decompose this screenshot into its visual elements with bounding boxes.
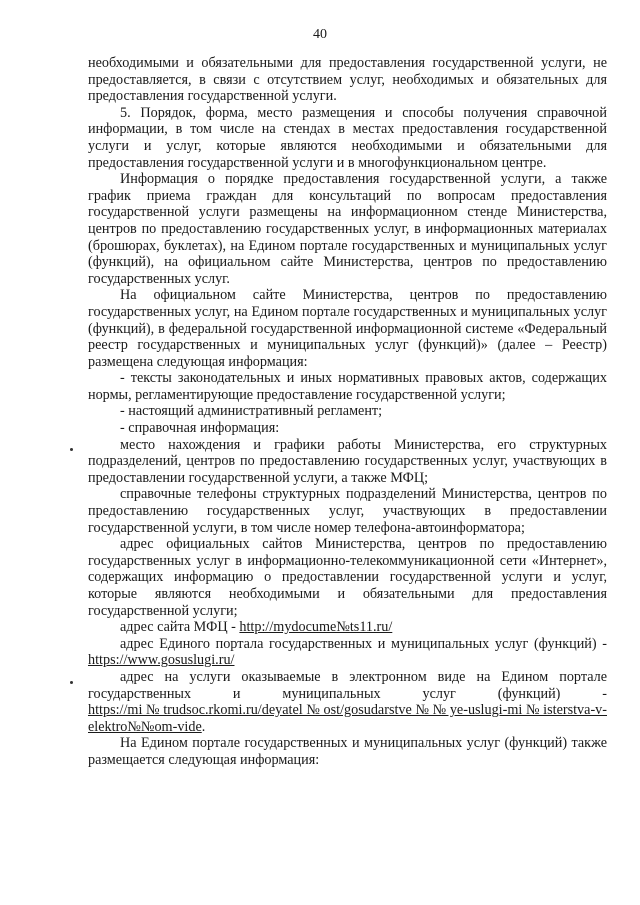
paragraph-continuation: необходимыми и обязательными для предоставления государственной услуги, не предоставляется, в связи с отсутствием услуг, необходимых и обязательных для предоставления государственной услуги. [88,55,607,105]
page-number: 40 [313,27,327,42]
electronic-services-link[interactable]: https://mi№trudsoc.rkomi.ru/deyatel№ost/gosudarstve№№ye-uslugi-mi№isterstva-v-elektro№№om-vide [88,702,607,735]
list-item-regulation: - настоящий административный регламент; [120,403,383,420]
paragraph-section-5: 5. Порядок, форма, место размещения и способы получения справочной информации, в том числе на стендах в местах предоставления государственной услуги и услуг, которые являются необходимыми и обязательными для предоставления государственной услуги и в многофункциональном центре. [88,104,607,171]
paragraph-gosuslugi [88,636,607,669]
gosuslugi-link[interactable]: https://www.gosuslugi.ru/ [88,652,235,669]
paragraph-location-schedule: место нахождения и графики работы Министерства, его структурных подразделений, центров по предоставлению государственных услуг, участвующих в предоставлении государственной услуги, а также МФЦ; [88,436,607,486]
list-item-legal-acts: - тексты законодательных и иных нормативных правовых актов, содержащих нормы, регламентирующие предоставление государственной услуги; [88,370,607,403]
list-item-reference-info: - справочная информация: [120,420,280,437]
mfc-site-label: адрес сайта МФЦ - [120,619,240,636]
scan-mark [70,681,73,684]
electronic-services-label: адрес на услуги оказываемые в электронном виде на Едином портале государственных и муниципальных услуг (функций) - [88,668,607,702]
paragraph-phones: справочные телефоны структурных подразделений Министерства, центров по предоставлению государственных услуг, участвующих в предоставлении государственной услуги, в том числе номер телефона-автоинформатора; [88,486,607,536]
mfc-site-link[interactable]: http://mydocume№ts11.ru/ [239,619,393,636]
gosuslugi-label: адрес Единого портала государственных и муниципальных услуг (функций) - [120,635,607,652]
paragraph-websites: адрес официальных сайтов Министерства, центров по предоставлению государственных услуг в информационно-телекоммуникационной сети «Интернет», содержащих информацию о предоставлении государственной услуги и услуг, которые являются необходимыми и обязательными для предоставления государственной услуги; [88,536,607,619]
scan-mark [70,448,73,451]
electronic-services-period: . [201,718,206,735]
paragraph-portal-info: На Едином портале государственных и муниципальных услуг (функций) также размещается следующая информация: [88,735,607,768]
paragraph-info-placement: Информация о порядке предоставления государственной услуги, а также график приема граждан для консультаций по вопросам предоставления государственной услуги размещены на информационном стенде Министерства, центров по предоставлению государственных услуг, в информационных материалах (брошюрах, буклетах), на Едином портале государственных и муниципальных услуг (функций), на официальном сайте Министерства, центров по предоставлению государственных услуг. [88,171,607,287]
document-body [88,55,607,769]
paragraph-mfc-site [88,619,607,636]
paragraph-electronic-services [88,669,607,735]
paragraph-official-site: На официальном сайте Министерства, центров по предоставлению государственных услуг, на Едином портале государственных и муниципальных услуг (функций), в федеральной государственной информационной системе «Федеральный реестр государственных и муниципальных услуг (функций)» (далее – Реестр) размещена следующая информация: [88,287,607,370]
